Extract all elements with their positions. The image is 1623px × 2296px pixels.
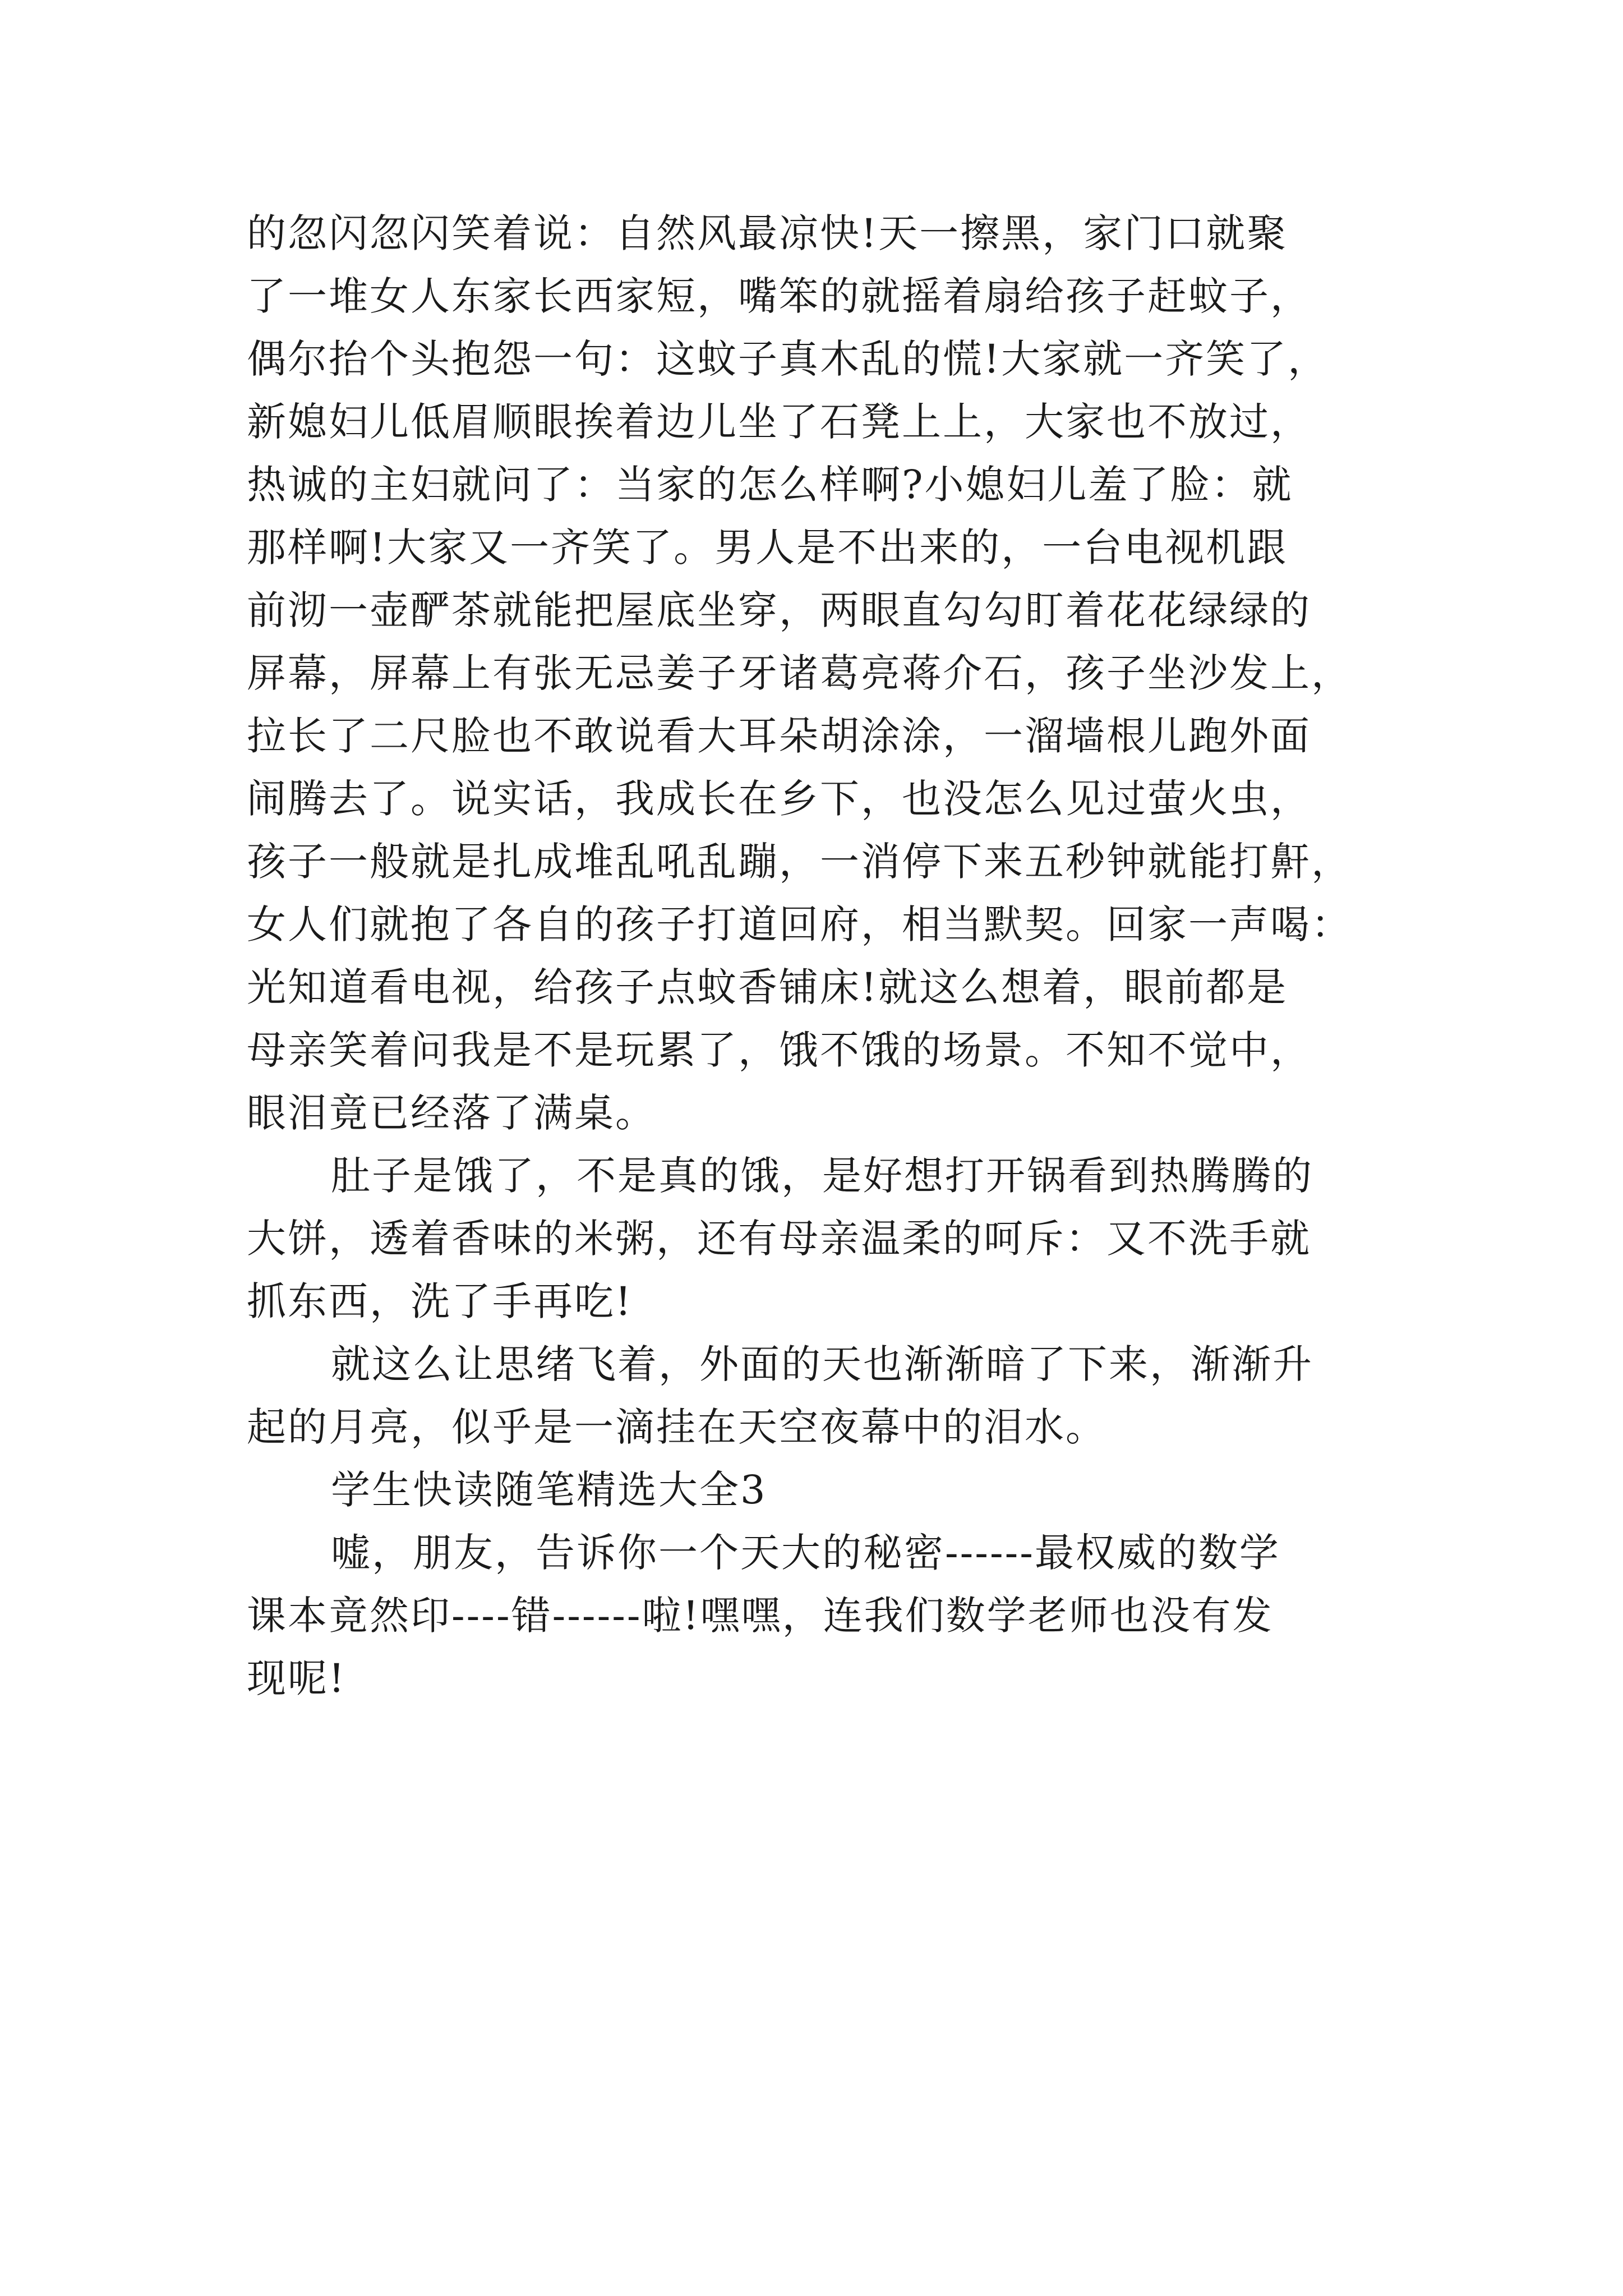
paragraph-first-line: 肚子是饿了，不是真的饿，是好想打开锅看到热腾腾的: [331, 1153, 1313, 1199]
text-line: 起的月亮，似乎是一滴挂在天空夜幕中的泪水。: [247, 1404, 1106, 1450]
paragraph-first-line: 嘘，朋友，告诉你一个天大的秘密------最权威的数学: [331, 1530, 1280, 1576]
text-line: 课本竟然印----错------啦!嘿嘿，连我们数学老师也没有发: [247, 1593, 1274, 1639]
text-line: 那样啊!大家又一齐笑了。男人是不出来的，一台电视机跟: [247, 524, 1288, 570]
text-line: 女人们就抱了各自的孩子打道回府，相当默契。回家一声喝：: [247, 901, 1352, 947]
text-line: 大饼，透着香味的米粥，还有母亲温柔的呵斥：又不洗手就: [247, 1216, 1311, 1262]
document-body: [247, 202, 1385, 1710]
text-line: 热诚的主妇就问了：当家的怎么样啊?小媳妇儿羞了脸：就: [247, 462, 1293, 508]
text-line: 的忽闪忽闪笑着说：自然风最凉快!天一擦黑，家门口就聚: [247, 210, 1288, 256]
text-line: 现呢!: [247, 1655, 347, 1701]
text-line: 抓东西，洗了手再吃!: [247, 1278, 633, 1324]
text-line: 孩子一般就是扎成堆乱吼乱蹦，一消停下来五秒钟就能打鼾，: [247, 839, 1352, 885]
text-line: 拉长了二尺脸也不敢说看大耳朵胡涂涂，一溜墙根儿跑外面: [247, 713, 1311, 759]
text-line: 偶尔抬个头抱怨一句：这蚊子真木乱的慌!大家就一齐笑了，: [247, 336, 1329, 382]
text-line: 光知道看电视，给孩子点蚊香铺床!就这么想着，眼前都是: [247, 964, 1288, 1010]
text-line: 闹腾去了。说实话，我成长在乡下，也没怎么见过萤火虫，: [247, 776, 1311, 822]
paragraph-first-line: 就这么让思绪飞着，外面的天也渐渐暗了下来，渐渐升: [331, 1341, 1313, 1387]
text-line: 了一堆女人东家长西家短，嘴笨的就摇着扇给孩子赶蚊子，: [247, 273, 1311, 319]
section-heading: 学生快读随笔精选大全3: [331, 1467, 767, 1513]
text-line: 前沏一壶酽茶就能把屋底坐穿，两眼直勾勾盯着花花绿绿的: [247, 587, 1311, 633]
text-line: 母亲笑着问我是不是玩累了，饿不饿的场景。不知不觉中，: [247, 1027, 1311, 1073]
text-line: 新媳妇儿低眉顺眼挨着边儿坐了石凳上上，大家也不放过，: [247, 399, 1311, 445]
text-line: 眼泪竟已经落了满桌。: [247, 1090, 656, 1136]
text-line: 屏幕，屏幕上有张无忌姜子牙诸葛亮蒋介石，孩子坐沙发上，: [247, 650, 1352, 696]
